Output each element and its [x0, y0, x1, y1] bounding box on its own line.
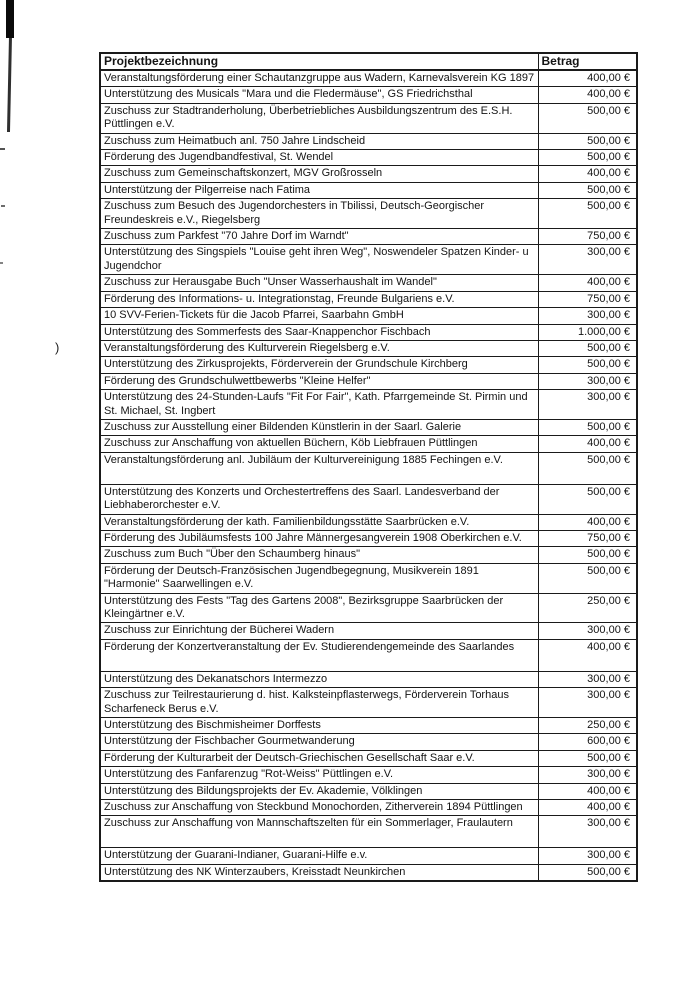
- table-row: [100, 864, 637, 881]
- amount-cell: 400,00 €: [538, 783, 637, 799]
- project-cell: Unterstützung des Bildungsprojekts der Ev. Akademie, Völklingen: [100, 783, 538, 799]
- amount-cell: 300,00 €: [538, 688, 637, 718]
- amount-cell: 750,00 €: [538, 291, 637, 307]
- amount-cell: 400,00 €: [538, 275, 637, 291]
- amount-cell: 300,00 €: [538, 308, 637, 324]
- amount-cell: 500,00 €: [538, 547, 637, 563]
- project-cell: Zuschuss zur Teilrestaurierung d. hist. Kalksteinpflasterwegs, Förderverein Torhaus Scharfeneck Berus e.V.: [100, 688, 538, 718]
- table-row: [100, 229, 637, 245]
- project-cell: Unterstützung des Singspiels "Louise geht ihren Weg", Noswendeler Spatzen Kinder- u Jugendchor: [100, 245, 538, 275]
- amount-cell: 400,00 €: [538, 70, 637, 87]
- project-cell: Veranstaltungsförderung anl. Jubiläum der Kulturvereinigung 1885 Fechingen e.V.: [100, 452, 538, 484]
- project-cell: Unterstützung des Fests "Tag des Gartens 2008", Bezirksgruppe Saarbrücken der Kleingärtner e.V.: [100, 593, 538, 623]
- table-header-row: [100, 53, 637, 70]
- table-row: [100, 848, 637, 864]
- table-row: [100, 275, 637, 291]
- project-cell: Förderung des Jubiläumsfests 100 Jahre Männergesangverein 1908 Oberkirchen e.V.: [100, 530, 538, 546]
- project-cell: Zuschuss zum Gemeinschaftskonzert, MGV Großrosseln: [100, 166, 538, 182]
- amount-cell: 500,00 €: [538, 103, 637, 133]
- table-row: [100, 671, 637, 687]
- project-cell: Veranstaltungsförderung einer Schautanzgruppe aus Wadern, Karnevalsverein KG 1897: [100, 70, 538, 87]
- amount-cell: 500,00 €: [538, 150, 637, 166]
- amount-cell: 300,00 €: [538, 671, 637, 687]
- table-row: [100, 800, 637, 816]
- project-cell: Zuschuss zur Anschaffung von Steckbund Monochorden, Zitherverein 1894 Püttlingen: [100, 800, 538, 816]
- project-cell: Förderung des Grundschulwettbewerbs "Kleine Helfer": [100, 373, 538, 389]
- amount-cell: 300,00 €: [538, 623, 637, 639]
- project-cell: Zuschuss zum Heimatbuch anl. 750 Jahre Lindscheid: [100, 133, 538, 149]
- amount-cell: 250,00 €: [538, 593, 637, 623]
- project-cell: Unterstützung des Bischmisheimer Dorffests: [100, 718, 538, 734]
- project-cell: Unterstützung des Zirkusprojekts, Förderverein der Grundschule Kirchberg: [100, 357, 538, 373]
- project-cell: Zuschuss zum Buch "Über den Schaumberg hinaus": [100, 547, 538, 563]
- project-cell: Zuschuss zur Anschaffung von aktuellen Büchern, Köb Liebfrauen Püttlingen: [100, 436, 538, 452]
- table-row: [100, 245, 637, 275]
- table-row: [100, 767, 637, 783]
- table-row: [100, 103, 637, 133]
- funding-table-container: [99, 52, 638, 882]
- table-row: [100, 718, 637, 734]
- amount-cell: 500,00 €: [538, 199, 637, 229]
- project-cell: Förderung des Jugendbandfestival, St. Wendel: [100, 150, 538, 166]
- header-betrag: Betrag: [538, 53, 637, 70]
- amount-cell: 500,00 €: [538, 182, 637, 198]
- amount-cell: 500,00 €: [538, 484, 637, 514]
- amount-cell: 500,00 €: [538, 133, 637, 149]
- project-cell: Förderung der Kulturarbeit der Deutsch-Griechischen Gesellschaft Saar e.V.: [100, 750, 538, 766]
- project-cell: Unterstützung der Pilgerreise nach Fatima: [100, 182, 538, 198]
- amount-cell: 300,00 €: [538, 848, 637, 864]
- table-row: [100, 308, 637, 324]
- table-row: [100, 639, 637, 671]
- amount-cell: 300,00 €: [538, 816, 637, 848]
- table-row: [100, 734, 637, 750]
- project-cell: Unterstützung des Musicals "Mara und die Fledermäuse", GS Friedrichsthal: [100, 87, 538, 103]
- amount-cell: 400,00 €: [538, 639, 637, 671]
- table-row: [100, 750, 637, 766]
- table-row: [100, 150, 637, 166]
- table-row: [100, 199, 637, 229]
- table-row: [100, 593, 637, 623]
- table-row: [100, 419, 637, 435]
- project-cell: Unterstützung der Guarani-Indianer, Guarani-Hilfe e.v.: [100, 848, 538, 864]
- scan-artifact-paren: ): [55, 340, 60, 355]
- table-row: [100, 291, 637, 307]
- amount-cell: 500,00 €: [538, 563, 637, 593]
- table-row: [100, 816, 637, 848]
- project-cell: Zuschuss zur Stadtranderholung, Überbetriebliches Ausbildungszentrum des E.S.H. Püttlingen e.V.: [100, 103, 538, 133]
- project-cell: Unterstützung des Dekanatschors Intermezzo: [100, 671, 538, 687]
- amount-cell: 500,00 €: [538, 357, 637, 373]
- amount-cell: 250,00 €: [538, 718, 637, 734]
- amount-cell: 300,00 €: [538, 390, 637, 420]
- table-row: [100, 514, 637, 530]
- amount-cell: 400,00 €: [538, 166, 637, 182]
- project-cell: Unterstützung der Fischbacher Gourmetwanderung: [100, 734, 538, 750]
- table-row: [100, 357, 637, 373]
- project-cell: Zuschuss zur Herausgabe Buch "Unser Wasserhaushalt im Wandel": [100, 275, 538, 291]
- table-row: [100, 484, 637, 514]
- table-row: [100, 390, 637, 420]
- project-cell: Veranstaltungsförderung des Kulturverein Riegelsberg e.V.: [100, 340, 538, 356]
- amount-cell: 600,00 €: [538, 734, 637, 750]
- scan-artifact-tick: [0, 148, 5, 150]
- project-cell: Unterstützung des Sommerfests des Saar-Knappenchor Fischbach: [100, 324, 538, 340]
- table-row: [100, 688, 637, 718]
- table-row: [100, 547, 637, 563]
- table-row: [100, 452, 637, 484]
- amount-cell: 1.000,00 €: [538, 324, 637, 340]
- project-cell: Zuschuss zum Besuch des Jugendorchesters in Tbilissi, Deutsch-Georgischer Freundeskreis e.V., Riegelsberg: [100, 199, 538, 229]
- table-row: [100, 166, 637, 182]
- table-row: [100, 324, 637, 340]
- project-cell: Zuschuss zur Ausstellung einer Bildenden Künstlerin in der Saarl. Galerie: [100, 419, 538, 435]
- amount-cell: 500,00 €: [538, 750, 637, 766]
- project-cell: Unterstützung des Konzerts und Orchestertreffens des Saarl. Landesverband der Liebhaberorchester e.V.: [100, 484, 538, 514]
- project-cell: Veranstaltungsförderung der kath. Familienbildungsstätte Saarbrücken e.V.: [100, 514, 538, 530]
- table-row: [100, 133, 637, 149]
- project-cell: Unterstützung des NK Winterzaubers, Kreisstadt Neunkirchen: [100, 864, 538, 881]
- funding-table: [99, 52, 638, 882]
- project-cell: Zuschuss zur Einrichtung der Bücherei Wadern: [100, 623, 538, 639]
- amount-cell: 500,00 €: [538, 340, 637, 356]
- rows-container: [100, 70, 637, 881]
- amount-cell: 300,00 €: [538, 245, 637, 275]
- table-row: [100, 182, 637, 198]
- project-cell: Förderung der Deutsch-Französischen Jugendbegegnung, Musikverein 1891 "Harmonie" Saarwellingen e.V.: [100, 563, 538, 593]
- project-cell: Zuschuss zur Anschaffung von Mannschaftszelten für ein Sommerlager, Fraulautern: [100, 816, 538, 848]
- amount-cell: 300,00 €: [538, 373, 637, 389]
- table-row: [100, 623, 637, 639]
- scan-artifact-tick: [0, 262, 3, 264]
- table-row: [100, 563, 637, 593]
- amount-cell: 400,00 €: [538, 436, 637, 452]
- project-cell: Zuschuss zum Parkfest "70 Jahre Dorf im Warndt": [100, 229, 538, 245]
- project-cell: Förderung der Konzertveranstaltung der Ev. Studierendengemeinde des Saarlandes: [100, 639, 538, 671]
- project-cell: Unterstützung des Fanfarenzug "Rot-Weiss" Püttlingen e.V.: [100, 767, 538, 783]
- amount-cell: 500,00 €: [538, 864, 637, 881]
- amount-cell: 300,00 €: [538, 767, 637, 783]
- amount-cell: 400,00 €: [538, 87, 637, 103]
- project-cell: Förderung des Informations- u. Integrationstag, Freunde Bulgariens e.V.: [100, 291, 538, 307]
- scan-artifact-bar: [6, 0, 14, 38]
- scan-artifact-tick: [1, 205, 5, 207]
- amount-cell: 400,00 €: [538, 514, 637, 530]
- table-row: [100, 373, 637, 389]
- amount-cell: 400,00 €: [538, 800, 637, 816]
- table-row: [100, 530, 637, 546]
- scan-artifact-streak: [7, 36, 12, 132]
- project-cell: 10 SVV-Ferien-Tickets für die Jacob Pfarrei, Saarbahn GmbH: [100, 308, 538, 324]
- amount-cell: 500,00 €: [538, 452, 637, 484]
- table-row: [100, 436, 637, 452]
- amount-cell: 750,00 €: [538, 530, 637, 546]
- table-row: [100, 70, 637, 87]
- amount-cell: 500,00 €: [538, 419, 637, 435]
- amount-cell: 750,00 €: [538, 229, 637, 245]
- project-cell: Unterstützung des 24-Stunden-Laufs "Fit For Fair", Kath. Pfarrgemeinde St. Pirmin und St. Michael, St. Ingbert: [100, 390, 538, 420]
- header-projektbezeichnung: Projektbezeichnung: [100, 53, 538, 70]
- table-row: [100, 87, 637, 103]
- table-row: [100, 340, 637, 356]
- table-row: [100, 783, 637, 799]
